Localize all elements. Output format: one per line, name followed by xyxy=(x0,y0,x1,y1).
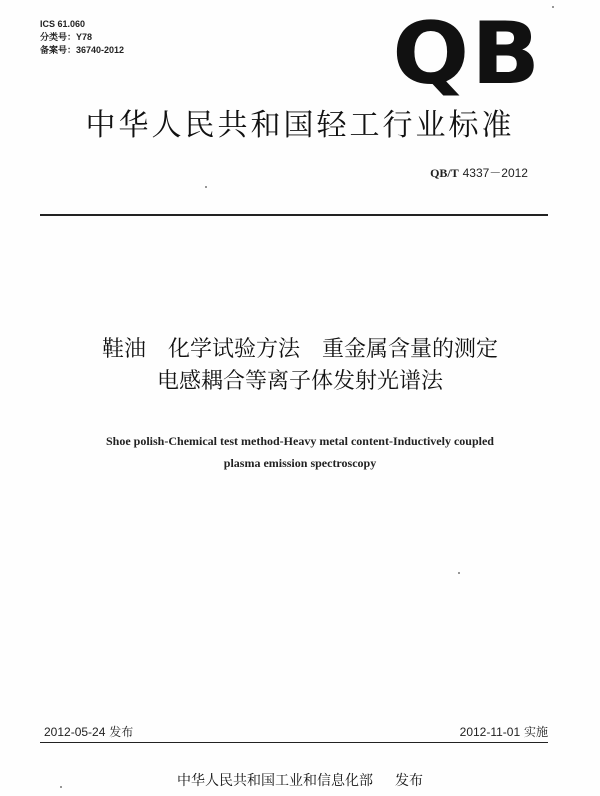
implementation-date-value: 2012-11-01 xyxy=(459,725,521,739)
qb-logo-text: QB xyxy=(392,4,542,104)
implementation-date xyxy=(460,723,548,740)
document-title-english xyxy=(0,430,600,474)
title-cn-line-2: 电感耦合等离子体发射光谱法 xyxy=(156,369,443,394)
header-divider xyxy=(40,214,548,216)
standard-number-prefix: QB/T xyxy=(430,166,459,180)
classification-code: 分类号：Y78 xyxy=(40,32,93,42)
title-en-line-1: Shoe polish-Chemical test method-Heavy metal content-Inductively coupled xyxy=(106,434,494,448)
publisher-name: 中华人民共和国工业和信息化部 xyxy=(177,773,373,789)
scan-speck xyxy=(458,572,460,574)
standard-number xyxy=(430,164,528,181)
footer-divider xyxy=(40,742,548,743)
scan-speck xyxy=(205,186,207,188)
issue-date-value: 2012-05-24 xyxy=(44,725,106,739)
document-title-chinese xyxy=(0,334,600,398)
standard-number-value: 4337－2012 xyxy=(462,166,528,180)
issue-date-label: 发布 xyxy=(109,725,134,739)
standard-category-title: 中华人民共和国轻工行业标准 xyxy=(85,108,515,143)
classification-codes xyxy=(40,18,124,57)
title-en-line-2: plasma emission spectroscopy xyxy=(223,456,377,470)
title-cn-line-1: 鞋油 化学试验方法 重金属含量的测定 xyxy=(101,337,498,362)
publisher-line xyxy=(0,770,600,790)
ics-code: ICS 61.060 xyxy=(40,19,86,29)
filing-number: 备案号：36740-2012 xyxy=(40,45,125,55)
issue-date xyxy=(44,723,133,740)
publisher-action: 发布 xyxy=(395,773,423,789)
implementation-date-label: 实施 xyxy=(523,725,548,739)
scan-speck xyxy=(552,6,554,8)
qb-logo xyxy=(392,4,542,104)
